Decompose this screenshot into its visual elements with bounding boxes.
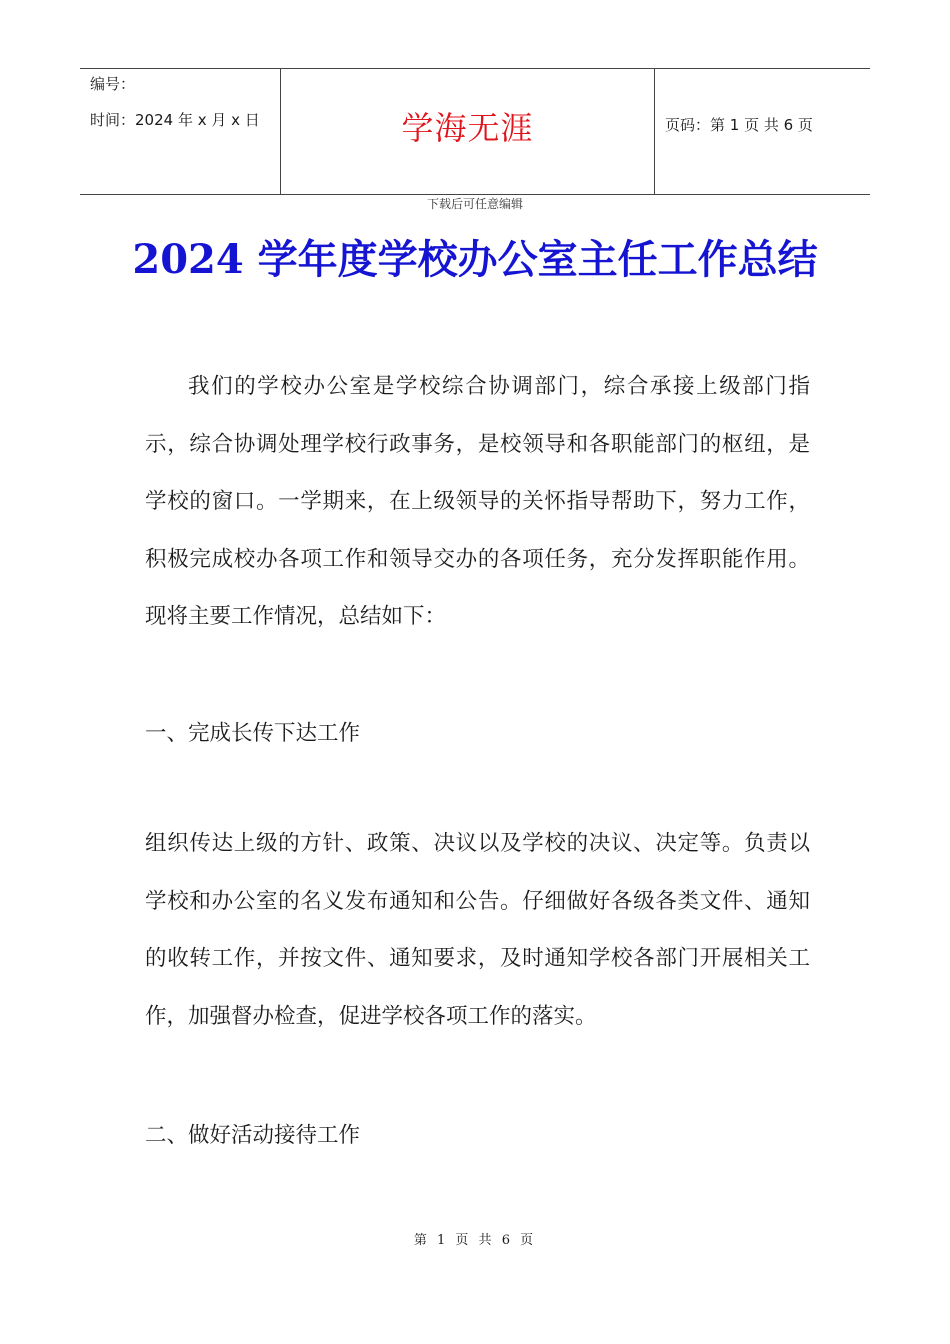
- document-title: 2024 学年度学校办公室主任工作总结: [132, 236, 818, 283]
- header-left-cell: [80, 69, 281, 194]
- intro-paragraph: 我们的学校办公室是学校综合协调部门，综合承接上级部门指示，综合协调处理学校行政事务，是校领导和各职能部门的枢纽，是学校的窗口。一学期来，在上级领导的关怀指导帮助下，努力工作，积极完成校办各项工作和领导交办的各项任务，充分发挥职能作用。现将主要工作情况，总结如下：: [145, 374, 810, 629]
- section-2-heading: 二、做好活动接待工作: [145, 1123, 361, 1148]
- editable-note: 下载后可任意编辑: [426, 197, 523, 211]
- page-footer: 第 1 页 共 6 页: [413, 1233, 537, 1248]
- document-header: [80, 68, 870, 195]
- number-label: 编号：: [90, 75, 136, 93]
- time-label: 时间：2024 年 x 月 x 日: [90, 111, 260, 129]
- section-1-body: 组织传达上级的方针、政策、决议以及学校的决议、决定等。负责以学校和办公室的名义发布通知和公告。仔细做好各级各类文件、通知的收转工作，并按文件、通知要求，及时通知学校各部门开展相关工作，加强督办检查，促进学校各项工作的落实。: [145, 831, 810, 1029]
- page-code: 页码：第 1 页 共 6 页: [665, 116, 813, 134]
- header-right-cell: [655, 69, 870, 194]
- section-1-heading: 一、完成长传下达工作: [145, 721, 361, 746]
- brand-title: 学海无涯: [401, 109, 534, 147]
- header-brand-cell: [281, 69, 655, 194]
